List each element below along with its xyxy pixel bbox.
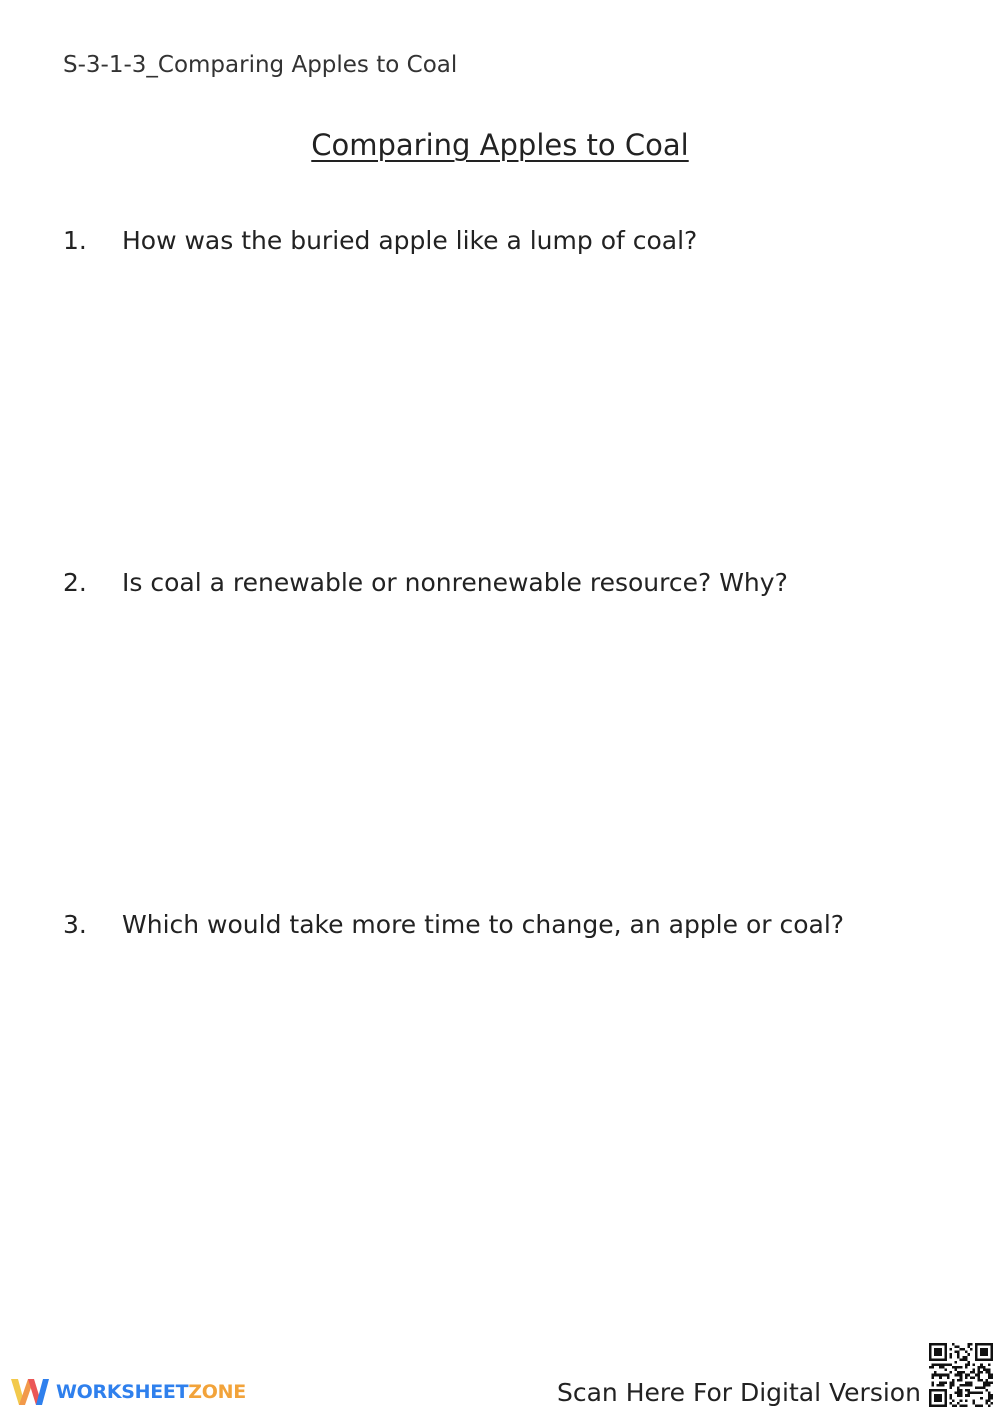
question-number: 3. (63, 910, 87, 939)
question-text: Which would take more time to change, an apple or coal? (122, 910, 845, 939)
question-text: How was the buried apple like a lump of coal? (122, 226, 698, 255)
logo-wordmark: WORKSHEETZONE (56, 1381, 246, 1403)
document-code: S-3-1-3_Comparing Apples to Coal (63, 52, 458, 78)
question-3 (63, 910, 844, 939)
scan-prompt: Scan Here For Digital Version (557, 1378, 921, 1407)
question-1 (63, 226, 697, 255)
question-text: Is coal a renewable or nonrenewable resource? Why? (122, 568, 788, 597)
page-title: Comparing Apples to Coal (311, 128, 689, 162)
question-number: 1. (63, 226, 87, 255)
qr-code-icon[interactable] (929, 1343, 993, 1407)
question-number: 2. (63, 568, 87, 597)
worksheetzone-logo[interactable] (10, 1374, 246, 1410)
question-2 (63, 568, 788, 597)
worksheetzone-logo-icon (10, 1375, 50, 1409)
